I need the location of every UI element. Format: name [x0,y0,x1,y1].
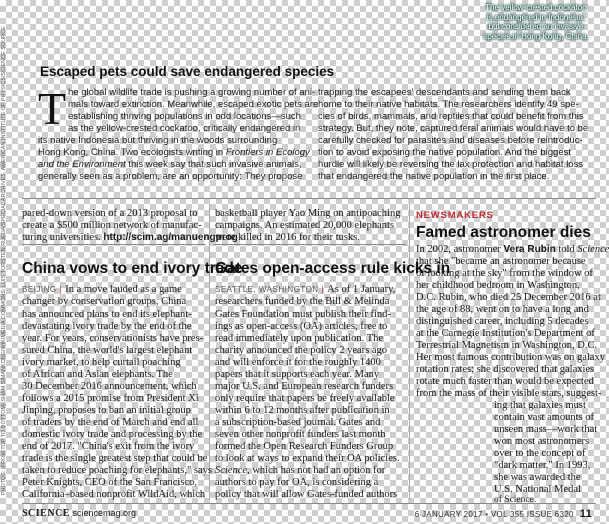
photo-caption [476,3,596,41]
body-line: papers that it supports each year. Many [215,369,380,380]
body-line: 30 December 2016 announcement, which [22,381,197,392]
panel-line: strategy. But, they note, captured feral animals would have to be [318,123,589,134]
horizontal-rule [22,198,596,199]
panel-text: this week say that such invasive animals, [125,159,302,170]
issue-info: 6 JANUARY 2017 • VOL 355 ISSUE 6320 [414,510,574,519]
body-line: at the Carnegie Institution's Department of [416,328,595,339]
journal-name: and the Environment [38,159,126,170]
panel-line: that endangered the native population in the first place. [318,171,550,182]
panel-line [38,159,302,171]
photo-credit: PHOTOS: (FROM TOP TO BOTTOM) SHAM SIMANKONG/WIKIMEDIA COMMONS; LUIS TORSTEN RUEDA/SPECIAL ARCHIVES, AMERICAN INSTITUTE OF PHYSICS/SCIENCE SOURCE [1,26,7,495]
body-text: turing universities. [22,232,101,243]
body-line: has announced plans to end its elephant- [22,309,192,320]
body-line: sured China, the world's largest elephant [22,345,193,356]
body-text: As of 1 January, [327,284,396,295]
body-line: her childhood bedroom in Washington, [416,280,580,291]
panel-title: Escaped pets could save endangered species [40,64,335,79]
body-line: ivory market, to help curtail poaching [22,357,181,368]
body-line: to look at ways to expand their OA policies. [215,453,400,464]
body-line: of looking at the sky" from the window of [416,268,593,279]
body-line: follows a 2015 promise from President Xi [22,393,199,404]
body-text: told [555,244,578,255]
panel-line: cies of birds, mammals, and reptiles that could benefit from this [318,111,584,122]
article-link[interactable]: http://scim.ag/manuengprog [103,232,238,243]
drop-cap: T [38,83,67,134]
body-line: read immediately upon publication. The [215,333,384,344]
body-line: contain vast amounts of [494,412,595,423]
panel-line: trapping the escapees' descendants and sending them back [318,87,571,98]
panel-line: as the yellow-crested cockatoo, critically endangered in [68,123,301,134]
person-name: Vera Rubin [503,244,556,255]
body-line: the age of 88, went on to have a long and [416,304,589,315]
caption-line: but considered an invasive [488,22,584,31]
page-footer-right [415,508,592,520]
body-line: that she "became an astronomer because [416,256,586,267]
body-line: taken to reduce poaching for elephants," says [22,465,213,476]
panel-line: he global wildlife trade is pushing a growing number of ani- [68,87,316,98]
body-line: seven other nonprofit funders last month [215,429,386,440]
body-line: formed the Open Research Funders Group [215,441,394,452]
body-line: she was awarded the [494,472,581,483]
body-line: of African and Asian elephants. The [22,369,173,380]
body-text: , which has not had an option for [247,465,386,476]
panel-line: tion to avoid exposing the native population. And the biggest [318,147,571,158]
body-line: policy that will allow Gates-funded authors [215,489,398,500]
body-line: campaigns. An estimated 20,000 elephants [215,220,395,231]
site-url: sciencemag.org [72,508,137,518]
body-line [215,465,385,478]
body-line: rotation rates; she discovered that galaxies [416,364,595,375]
body-line: were killed in 2016 for their tusks. [215,232,360,243]
panel-line: establishing thriving populations in odd locations—such [68,111,301,122]
body-line: year. For years, conservationists have pres- [22,333,204,344]
body-line: unseen mass—work that [494,424,598,435]
body-line: devastating ivory trade by the end of the [22,321,192,332]
body-line [22,232,238,245]
body-line: rotate much faster than would be expected [416,376,594,387]
body-line: won most astronomers [494,436,590,447]
body-line: ing that galaxies must [494,400,586,411]
body-line: major U.S. and European research funders [215,381,394,392]
body-line: basketball player Yao Ming on antipoaching [215,208,401,219]
caption-line: The yellow-crested cockatoo [485,3,587,12]
panel-line [38,147,310,159]
page-footer-left [22,508,136,519]
body-line: over to the concept of [494,448,586,459]
body-line: "dark matter." In 1993, [494,460,591,471]
body-line: create a $500 million network of manufac- [22,220,202,231]
journal-name: Science [215,465,248,476]
body-line: charity announced the policy 2 years ago [215,345,388,356]
body-text: In 2002, astronomer [416,244,504,255]
body-line: distinguished career, including 5 decades [416,316,589,327]
body-line: U.S. National Medal [494,484,581,495]
journal-name: Science [577,244,609,255]
journal-name: Frontiers in Ecology [225,147,310,158]
body-line: Jinping, proposes to ban an initial group [22,405,191,416]
panel-text: Hong Kong, China. Two ecologists writing in [38,147,224,158]
body-line: trade is the single greatest step that could be [22,453,208,464]
body-line [215,284,395,297]
section-kicker: NEWSMAKERS [416,210,494,221]
body-line: authors to pay for OA, is considering a [215,477,379,488]
dateline: SEATTLE, WASHINGTON [215,285,319,294]
body-line: within 6 to 12 months after publication in [215,405,390,416]
headline: China vows to end ivory trade [22,260,243,277]
panel-line: mals toward extinction. Meanwhile, escaped exotic pets are [68,99,319,110]
body-line: domestic ivory trade and processing by the [22,429,203,440]
body-line: only require that papers be freely available [215,393,395,404]
panel-line: carefully checked for parasites and diseases before reintroduc- [318,135,583,146]
headline: Gates open-access rule kicks in [215,260,451,277]
body-line: Peter Knights, CEO of the San Francisco, [22,477,197,488]
column-divider [209,204,210,500]
panel-line: its native Indonesia but thriving in the woods surrounding [38,135,278,146]
column-divider [409,204,410,500]
body-line: a subscription-based journal. Gates and [215,417,381,428]
body-line: end of 2017. "China's exit from the ivory [22,441,195,452]
panel-line: hurdle will likely be reversing the lax protection and habitat loss [318,159,584,170]
body-line: pared-down version of a 2013 proposal to [22,208,198,219]
caption-line: species in Hong Kong, China. [483,31,589,41]
body-line: Terrestrial Magnetism in Washington, D.C. [416,340,598,351]
body-line: Gates Foundation must publish their find- [215,309,391,320]
body-line [22,284,182,297]
body-line: of traders by the end of March and end all [22,417,199,428]
brand-name: SCIENCE [22,508,70,519]
body-line: from the mass of their visible stars, suggest- [416,388,602,399]
body-line: California–based nonprofit WildAid, which [22,489,206,500]
body-line: changer by conservation groups, China [22,296,187,307]
headline: Famed astronomer dies [416,224,591,241]
panel-line: generally seen as a problem, are an opportunity: They propose [38,171,303,182]
caption-line: is endangered in Indonesia, [486,12,586,22]
dateline: BEIJING [22,285,57,294]
panel-line: home to their native habitats. The researchers identify 49 spe- [318,99,579,110]
body-line [416,244,609,257]
dateline-divider: | [59,285,63,294]
body-line: D.C. Rubin, who died 25 December 2016 at [416,292,601,303]
body-line: researchers funded by the Bill & Melinda [215,296,390,307]
body-line: and will enforce it for the roughly 1400 [215,357,381,368]
body-line: of Science. [494,495,537,505]
dateline-divider: | [321,285,325,294]
body-line: Her most famous contribution was on galaxy [416,352,605,363]
page-number: 11 [579,508,592,520]
body-text: In a move lauded as a game [65,284,182,295]
body-line: ings as open-access (OA) articles, free to [215,321,388,332]
